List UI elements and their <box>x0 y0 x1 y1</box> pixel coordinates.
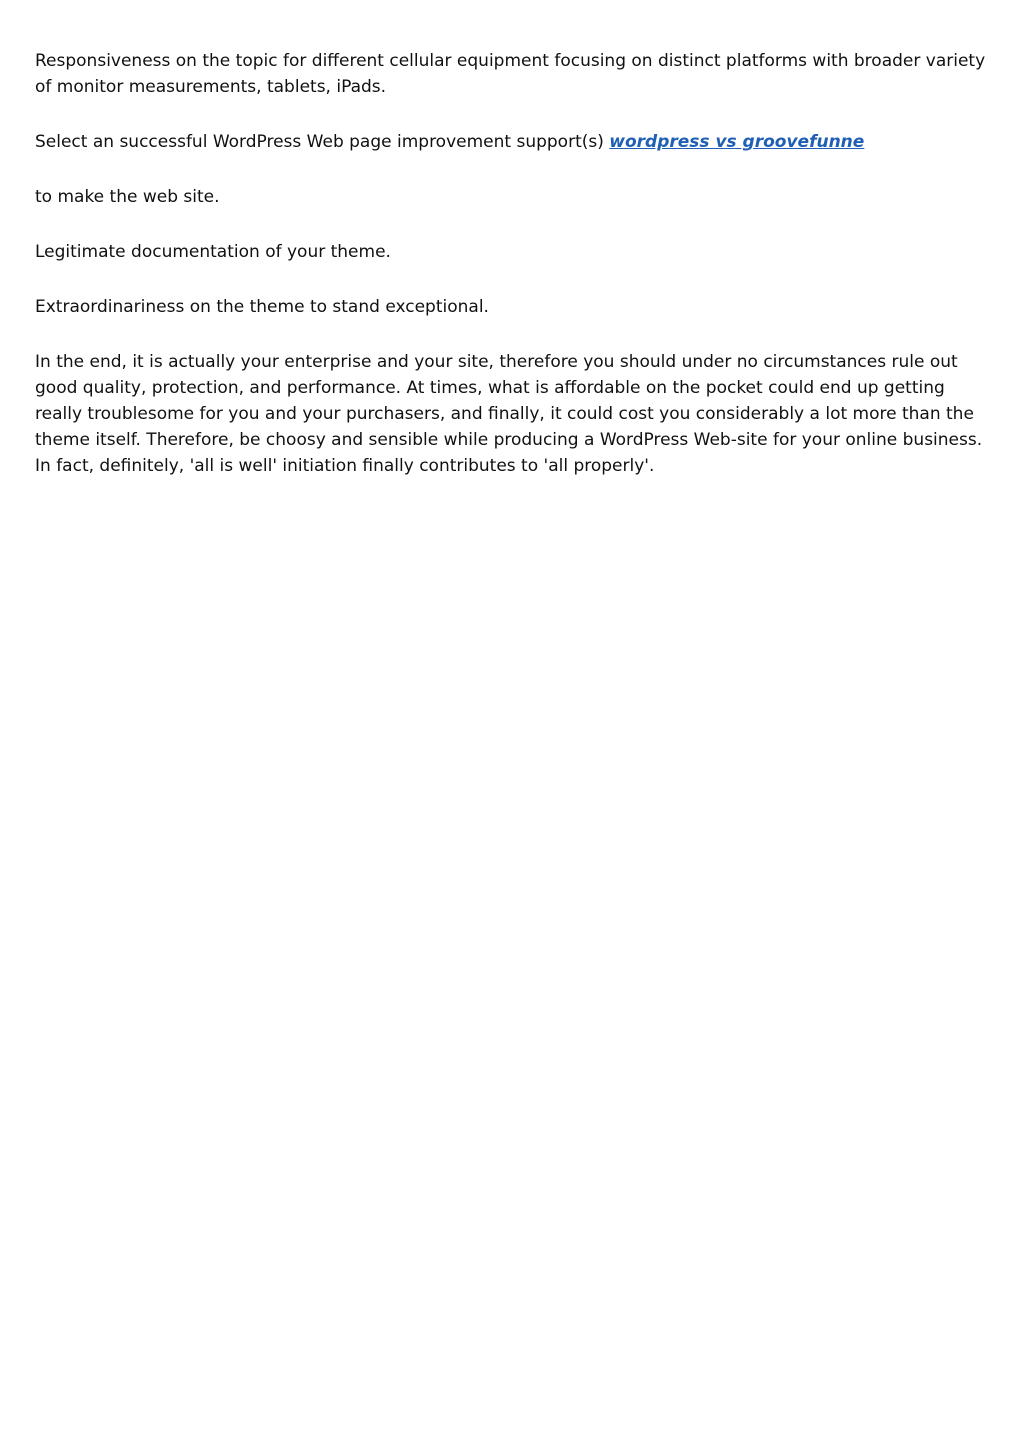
paragraph-extraordinariness: Extraordinariness on the theme to stand exceptional. <box>35 297 489 317</box>
document-body <box>35 48 995 508</box>
paragraph-responsiveness: Responsiveness on the topic for different cellular equipment focusing on distinct platforms with broader variety of monitor measurements, tablets, iPads. <box>35 51 986 97</box>
paragraph-make-site: to make the web site. <box>35 187 220 207</box>
paragraph-select-support <box>35 129 995 155</box>
paragraph-select-text: Select an successful WordPress Web page improvement support(s) <box>35 132 610 152</box>
paragraph-documentation: Legitimate documentation of your theme. <box>35 242 391 262</box>
paragraph-conclusion: In the end, it is actually your enterprise and your site, therefore you should under no circumstances rule out good quality, protection, and performance. At times, what is affordable on the pocket could end up getting really troublesome for you and your purchasers, and finally, it could cost you considerably a lot more than the theme itself. Therefore, be choosy and sensible while producing a WordPress Web-site for your online business. In fact, definitely, 'all is well' initiation finally contributes to 'all properly'. <box>35 352 983 476</box>
wordpress-vs-groovefunnel-link[interactable]: wordpress vs groovefunne <box>609 132 865 152</box>
